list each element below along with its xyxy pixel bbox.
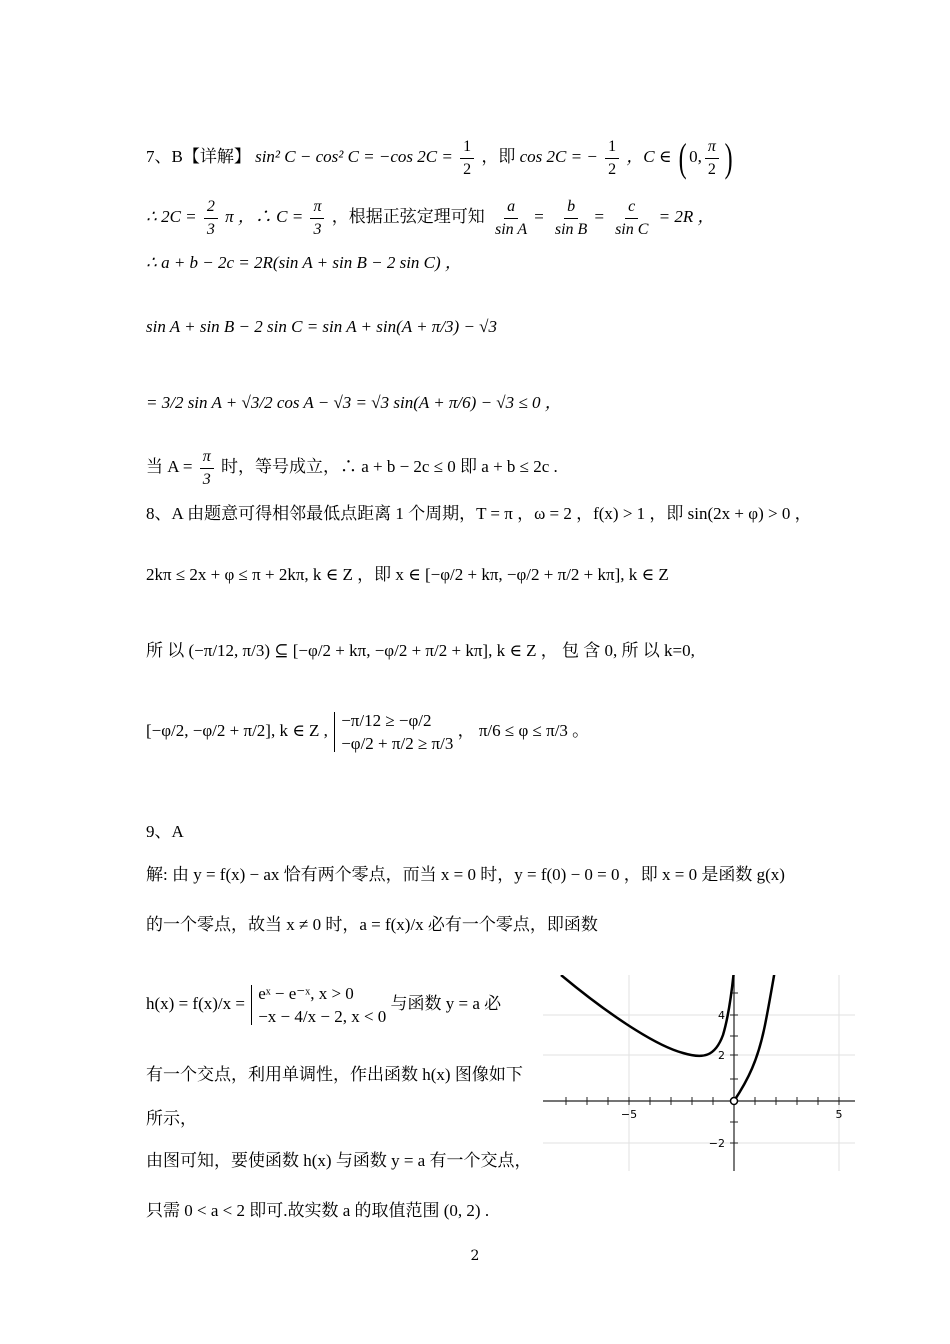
y-tick-label: 2 [718,1049,725,1062]
q7-2r: = 2R ， [658,207,715,226]
q7-when: 当 A = [146,457,193,476]
q7-line-5: = 3/2 sin A + √3/2 cos A − √3 = √3 sin(A + π/6) − √3 ≤ 0 ， [146,393,562,412]
q7-line-4: sin A + sin B − 2 sin C = sin A + sin(A + π/3) − √3 [146,317,498,336]
q7-eq2: cos 2C = − [519,147,598,166]
q8-result: ， π/6 ≤ φ ≤ π/3 。 [457,720,590,740]
open-point [731,1098,738,1105]
q7-eq1: sin² C − cos² C = −cos 2C = [255,147,453,166]
q9-line-2: 的一个零点，故当 x ≠ 0 时，a = f(x)/x 必有一个零点，即函数 [146,915,598,934]
q9-line-7: 只需 0 < a < 2 即可.故实数 a 的取值范围 (0, 2) . [146,1201,490,1220]
cases-block [332,712,453,752]
fraction: $\frac{1}{2}$ [605,138,619,178]
q9-line-5: 所示， [146,1109,197,1128]
curve-right [734,975,775,1101]
q7-line-6 [146,448,558,488]
q8-line-2: 2kπ ≤ 2x + φ ≤ π + 2kπ, k ∈ Z ，即 x ∈ [−φ/2 + kπ, −φ/2 + π/2 + kπ], k ∈ Z [146,565,669,584]
fraction: $\frac{\pi}{3}$ [200,448,214,488]
q9-with-y: 与函数 y = a 必 [390,993,502,1013]
fraction: $\frac{2}{3}$ [204,198,218,238]
q8-line-1: 8、A 由题意可得相邻最低点距离 1 个周期，T = π ，ω = 2 ，f(x) > 1 ，即 sin(2x + φ) > 0 ， [146,504,812,523]
q9-line-4: 有一个交点，利用单调性，作出函数 h(x) 图像如下 [146,1065,523,1084]
q9-case-2: −x − 4/x − 2, x < 0 [258,1007,387,1026]
x-tick-label: 5 [835,1108,843,1121]
q7-head: 7、B【详解】 [146,147,251,166]
fraction: $\frac{\pi}{3}$ [310,198,324,238]
fraction: $\frac{c}{\text{sin C}}$ [615,198,649,238]
q9-hx: h(x) = f(x)/x = [146,993,245,1013]
q7-set: ，C ∈ [626,147,672,166]
q9-line-6: 由图可知，要使函数 h(x) 与函数 y = a 有一个交点， [146,1151,532,1170]
q9-line-1: 解: 由 y = f(x) − ax 恰有两个零点，而当 x = 0 时，y = f(0) − 0 = 0 ，即 x = 0 是函数 g(x) [146,865,785,884]
function-graph [543,975,855,1171]
fraction: $\frac{\pi}{2}$ [705,138,719,178]
fraction: $\frac{a}{\text{sin A}}$ [494,198,528,238]
page-number: 2 [470,1248,480,1264]
grid [543,975,855,1171]
y-tick-label: −2 [708,1137,725,1150]
q7-line-2: ∴ 2C = $\frac{2}{3}$ π ，∴ C = $\frac{\pi}{3}$ ，根据正弦定理可知 $\frac{a}{\text{sin A}}$ = $\frac{b}{\text{sin B}}$ = $\frac{c}{\text{sin C}}$ = 2R ， [146,198,715,238]
q7-line-1: 7、B【详解】 sin² C − cos² C = −cos 2C = $\frac{1}{2}$ ，即 cos 2C = − $\frac{1}{2}$ ，C ∈ ( 0, $\frac{\pi}{2}$ ) [146,135,733,181]
fraction: $\frac{b}{\text{sin B}}$ [554,198,588,238]
q7-mid: ，即 [481,147,516,166]
q9-line-3 [146,985,501,1025]
q9-head: 9、A [146,822,184,841]
q8-interval: [−φ/2, −φ/2 + π/2], k ∈ Z , [146,720,328,740]
q7-2c: ∴ 2C = [146,207,197,226]
y-tick-label: 4 [718,1009,725,1022]
q7-sine-law: ，根据正弦定理可知 [331,207,485,226]
q9-case-1: eˣ − e⁻ˣ, x > 0 [258,984,354,1003]
fraction: $\frac{1}{2}$ [460,138,474,178]
x-tick-label: −5 [620,1108,638,1121]
q8-line-3: 所 以 (−π/12, π/3) ⊆ [−φ/2 + kπ, −φ/2 + π/2 + kπ], k ∈ Z ， 包 含 0, 所 以 k=0, [146,641,695,660]
cases-block [249,985,386,1025]
q7-c: π ，∴ C = [225,207,304,226]
q8-case-1: −π/12 ≥ −φ/2 [341,711,432,730]
q7-line-3: ∴ a + b − 2c = 2R(sin A + sin B − 2 sin C) ， [146,253,462,272]
q7-conclusion: 时，等号成立，∴ a + b − 2c ≤ 0 即 a + b ≤ 2c . [220,457,558,476]
q8-case-2: −φ/2 + π/2 ≥ π/3 [341,734,454,753]
q8-line-4 [146,712,589,752]
